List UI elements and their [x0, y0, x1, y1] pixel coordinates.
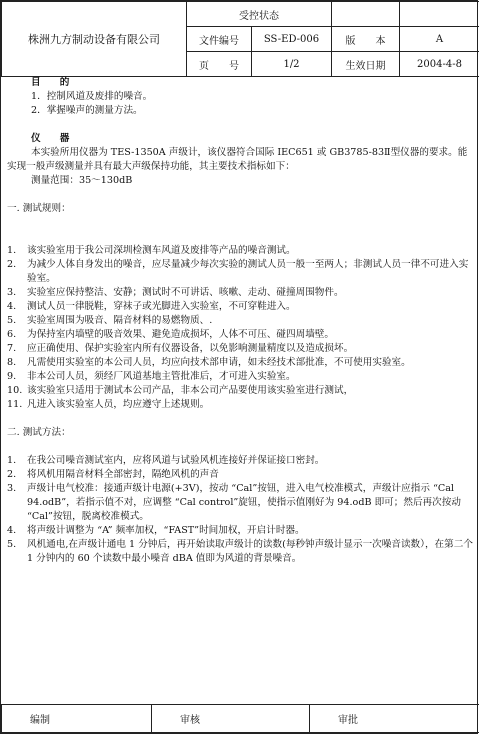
measurement-range: 测量范围：35～130dB: [31, 175, 133, 186]
list-item: 9. 非本公司人员，须经厂风道基地主管批准后，才可进入实验室。: [7, 371, 296, 382]
document-body: [1, 76, 479, 706]
list-item: 3. 声级计电气校准：接通声级计电源(+3V)，按动 “Cal”按钮，进入电气校准模式，声级计应指示 “Cal 94.odB”，若指示值不对，应调整 “Cal control”旋钮，使指示值刚好为 94.odB 即可；然后再次按动 “Cal”按钮，脱离校准模式。: [7, 483, 461, 522]
list-item: 1. 在我公司噪音测试室内，应将风道与试验风机连接好并保证接口密封。: [7, 455, 325, 466]
list-item: 7. 应正确使用、保护实验室内所有仪器设备，以免影响测量精度以及造成损坏。: [7, 343, 354, 354]
list-item: 1. 该实验室用于我公司深圳检测车风道及废排等产品的噪音测试。: [7, 245, 296, 256]
list-item: 8. 凡需使用实验室的本公司人员，均应向技术部申请，如未经技术部批准，不可使用实验室。: [7, 357, 411, 368]
blank-cell: [400, 2, 479, 27]
doc-number: SS-ED-006: [252, 27, 332, 52]
list-item: 5. 风机通电,在声级计通电 1 分钟后，再开始读取声级计的读数(每秒钟声级计显示一次噪音读数），在第二个 1 分钟内的 60 个读数中最小噪音 dBA 值即为风道的背景噪音。: [7, 539, 473, 564]
rules-list: [7, 244, 473, 412]
list-item: 6. 为保持室内墙壁的吸音效果、避免造成损坏，人体不可压、碰四周墙壁。: [7, 329, 334, 340]
page-label: 页 号: [187, 52, 252, 77]
rules-heading: 一. 测试规则：: [7, 203, 71, 214]
company-name: 株洲九方制动设备有限公司: [2, 2, 187, 77]
prepared-by-label: 编制: [2, 705, 152, 733]
list-item: 4. 测试人员一律脱鞋，穿袜子或光脚进入实验室，不可穿鞋进入。: [7, 301, 296, 312]
control-status: 受控状态: [187, 2, 332, 27]
signature-table: [1, 704, 479, 733]
effective-date-label: 生效日期: [332, 52, 400, 77]
list-item: 4. 将声级计调整为 “A” 频率加权，“FAST”时间加权，开启计时器。: [7, 525, 305, 536]
blank-cell: [332, 2, 400, 27]
instrument-heading: 仪 器: [31, 133, 70, 144]
list-item: 2. 为减少人体自身发出的噪音，应尽量减少每次实验的测试人员一般一至两人；非测试人员一律不可进入实验室。: [7, 259, 469, 284]
version-label: 版 本: [332, 27, 400, 52]
methods-heading: 二. 测试方法：: [7, 427, 71, 438]
effective-date: 2004-4-8: [400, 52, 479, 77]
purpose-heading: 目 的: [31, 77, 70, 88]
version-value: A: [400, 27, 479, 52]
list-item: 10. 该实验室只适用于测试本公司产品，非本公司产品要使用该实验室进行测试，: [7, 385, 354, 396]
list-item: 11. 凡进入该实验室人员，均应遵守上述规则。: [7, 399, 210, 410]
page-number: 1/2: [252, 52, 332, 77]
reviewed-by-label: 审核: [152, 705, 310, 733]
list-item: 2. 将风机用隔音材料全部密封，隔绝风机的声音: [7, 469, 219, 480]
approved-by-label: 审批: [310, 705, 479, 733]
doc-number-label: 文件编号: [187, 27, 252, 52]
instrument-text: 本实验所用仪器为 TES-1350A 声级计，该仪器符合国际 IEC651 或 GB3785-83Ⅱ型仪器的要求。能实现一般声级测量并具有最大声级保持功能，其主要技术指标如下：: [7, 147, 468, 172]
purpose-item: 2．掌握噪声的测量方法。: [31, 105, 143, 116]
document-header-table: [1, 1, 479, 77]
list-item: 3. 实验室应保持整洁、安静；测试时不可讲话、咳嗽、走动、碰撞周围物件。: [7, 287, 344, 298]
list-item: 5. 实验室周围为吸音、隔音材料的易燃物质、.: [7, 315, 213, 326]
purpose-item: 1．控制风道及废排的噪音。: [31, 91, 153, 102]
methods-list: [7, 454, 473, 566]
